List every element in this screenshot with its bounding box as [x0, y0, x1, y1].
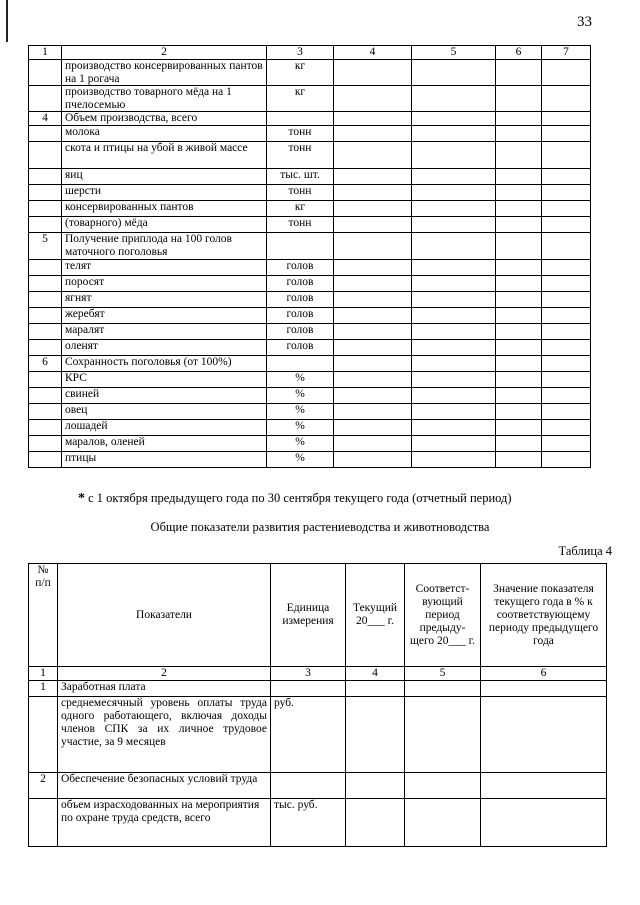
value-cell	[412, 276, 496, 292]
unit	[271, 681, 346, 697]
value-cell	[334, 185, 412, 201]
value-cell	[481, 773, 607, 799]
unit	[271, 773, 346, 799]
value-cell	[496, 126, 542, 142]
col-number: 1	[29, 46, 62, 60]
unit	[267, 356, 334, 372]
value-cell	[412, 233, 496, 260]
table-row	[29, 86, 591, 112]
table-row	[29, 169, 591, 185]
unit: голов	[267, 308, 334, 324]
value-cell	[346, 799, 405, 847]
value-cell	[412, 388, 496, 404]
table-row	[29, 420, 591, 436]
value-cell	[496, 142, 542, 169]
table-row	[29, 292, 591, 308]
row-number: 4	[29, 112, 62, 126]
header-indicators: Показатели	[58, 564, 271, 667]
value-cell	[334, 169, 412, 185]
row-number	[29, 260, 62, 276]
value-cell	[496, 233, 542, 260]
table-row	[29, 436, 591, 452]
indicator-name: Обеспечение безопасных условий труда	[58, 773, 271, 799]
value-cell	[334, 436, 412, 452]
general-indicators-table	[28, 563, 607, 847]
value-cell	[405, 681, 481, 697]
row-number	[29, 420, 62, 436]
value-cell	[496, 452, 542, 468]
value-cell	[412, 217, 496, 233]
footnote-mark: *	[78, 491, 85, 506]
unit: голов	[267, 260, 334, 276]
value-cell	[542, 260, 591, 276]
indicator-name: производство консервированных пантов на 1 рогача	[62, 60, 267, 86]
indicator-name: Заработная плата	[58, 681, 271, 697]
indicator-name: оленят	[62, 340, 267, 356]
row-number	[29, 324, 62, 340]
col-number: 2	[62, 46, 267, 60]
unit: тонн	[267, 185, 334, 201]
value-cell	[334, 86, 412, 112]
footnote	[78, 491, 512, 507]
value-cell	[542, 404, 591, 420]
row-number	[29, 217, 62, 233]
col-number: 6	[496, 46, 542, 60]
row-number	[29, 276, 62, 292]
indicator-name: производство товарного мёда на 1 пчелосемью	[62, 86, 267, 112]
col-number: 5	[412, 46, 496, 60]
value-cell	[334, 201, 412, 217]
row-number	[29, 185, 62, 201]
unit: голов	[267, 340, 334, 356]
value-cell	[334, 308, 412, 324]
row-number	[29, 697, 58, 773]
value-cell	[334, 324, 412, 340]
value-cell	[496, 260, 542, 276]
row-number: 2	[29, 773, 58, 799]
value-cell	[542, 112, 591, 126]
table-header-row	[29, 46, 591, 60]
value-cell	[496, 217, 542, 233]
unit: тонн	[267, 142, 334, 169]
value-cell	[496, 372, 542, 388]
table-row	[29, 260, 591, 276]
table-row	[29, 126, 591, 142]
value-cell	[542, 388, 591, 404]
indicator-name: маралов, оленей	[62, 436, 267, 452]
row-number: 6	[29, 356, 62, 372]
value-cell	[542, 276, 591, 292]
value-cell	[334, 292, 412, 308]
value-cell	[334, 276, 412, 292]
value-cell	[346, 773, 405, 799]
value-cell	[542, 356, 591, 372]
table-row	[29, 276, 591, 292]
indicator-name: КРС	[62, 372, 267, 388]
header-current: Текущий 20___ г.	[346, 564, 405, 667]
value-cell	[412, 86, 496, 112]
value-cell	[496, 420, 542, 436]
unit: %	[267, 404, 334, 420]
value-cell	[412, 340, 496, 356]
value-cell	[334, 142, 412, 169]
table-row	[29, 388, 591, 404]
value-cell	[412, 292, 496, 308]
indicator-name: жеребят	[62, 308, 267, 324]
row-number: 5	[29, 233, 62, 260]
unit: голов	[267, 276, 334, 292]
value-cell	[412, 185, 496, 201]
value-cell	[334, 112, 412, 126]
value-cell	[496, 112, 542, 126]
indicator-name: птицы	[62, 452, 267, 468]
row-number	[29, 436, 62, 452]
value-cell	[496, 308, 542, 324]
unit: тонн	[267, 126, 334, 142]
col-number: 4	[334, 46, 412, 60]
value-cell	[334, 260, 412, 276]
row-number	[29, 388, 62, 404]
margin-line	[6, 0, 8, 42]
table-row	[29, 185, 591, 201]
value-cell	[405, 773, 481, 799]
value-cell	[412, 420, 496, 436]
value-cell	[542, 436, 591, 452]
value-cell	[412, 60, 496, 86]
row-number	[29, 292, 62, 308]
value-cell	[542, 308, 591, 324]
header-value: Значение показателя текущего года в % к соответствующему периоду предыдущего года	[481, 564, 607, 667]
unit: %	[267, 420, 334, 436]
value-cell	[412, 356, 496, 372]
table-row	[29, 799, 607, 847]
unit: %	[267, 452, 334, 468]
value-cell	[334, 233, 412, 260]
row-number: 1	[29, 681, 58, 697]
table-row	[29, 308, 591, 324]
value-cell	[481, 681, 607, 697]
value-cell	[412, 169, 496, 185]
page-number: 33	[577, 14, 592, 30]
indicator-name: объем израсходованных на мероприятия по охране труда средств, всего	[58, 799, 271, 847]
row-number	[29, 60, 62, 86]
value-cell	[412, 260, 496, 276]
value-cell	[334, 217, 412, 233]
row-number	[29, 126, 62, 142]
value-cell	[542, 169, 591, 185]
value-cell	[542, 126, 591, 142]
table-row	[29, 356, 591, 372]
table-row	[29, 324, 591, 340]
value-cell	[542, 420, 591, 436]
value-cell	[334, 340, 412, 356]
col-number: 4	[346, 667, 405, 681]
value-cell	[412, 112, 496, 126]
value-cell	[412, 324, 496, 340]
unit: кг	[267, 201, 334, 217]
unit: кг	[267, 60, 334, 86]
value-cell	[346, 697, 405, 773]
unit: %	[267, 436, 334, 452]
value-cell	[542, 324, 591, 340]
table-row	[29, 112, 591, 126]
value-cell	[334, 60, 412, 86]
value-cell	[496, 292, 542, 308]
column-numbers-row	[29, 667, 607, 681]
col-number: 3	[271, 667, 346, 681]
section-heading: Общие показатели развития растениеводства и животноводства	[150, 520, 490, 534]
row-number	[29, 142, 62, 169]
unit: голов	[267, 292, 334, 308]
indicator-name: (товарного) мёда	[62, 217, 267, 233]
value-cell	[542, 233, 591, 260]
table-row	[29, 217, 591, 233]
value-cell	[334, 356, 412, 372]
indicator-name: скота и птицы на убой в живой массе	[62, 142, 267, 169]
value-cell	[496, 169, 542, 185]
row-number	[29, 452, 62, 468]
col-number: 2	[58, 667, 271, 681]
value-cell	[334, 372, 412, 388]
footnote-text: с 1 октября предыдущего года по 30 сентября текущего года (отчетный период)	[88, 491, 512, 505]
indicator-name: маралят	[62, 324, 267, 340]
value-cell	[542, 201, 591, 217]
indicator-name: среднемесячный уровень оплаты труда одного работающего, включая доходы членов СПК за их личное трудовое участие, за 9 месяцев	[58, 697, 271, 773]
unit: %	[267, 388, 334, 404]
value-cell	[412, 126, 496, 142]
table-header-row	[29, 564, 607, 667]
table-row	[29, 340, 591, 356]
value-cell	[412, 201, 496, 217]
value-cell	[496, 388, 542, 404]
indicator-name: Объем производства, всего	[62, 112, 267, 126]
table-row	[29, 697, 607, 773]
value-cell	[412, 372, 496, 388]
table-row	[29, 233, 591, 260]
unit: голов	[267, 324, 334, 340]
value-cell	[481, 799, 607, 847]
unit: кг	[267, 86, 334, 112]
row-number	[29, 308, 62, 324]
value-cell	[334, 126, 412, 142]
value-cell	[496, 60, 542, 86]
value-cell	[542, 217, 591, 233]
value-cell	[542, 372, 591, 388]
value-cell	[412, 308, 496, 324]
table-row	[29, 372, 591, 388]
value-cell	[496, 185, 542, 201]
value-cell	[496, 404, 542, 420]
unit	[267, 233, 334, 260]
value-cell	[542, 292, 591, 308]
row-number	[29, 340, 62, 356]
row-number	[29, 169, 62, 185]
value-cell	[481, 697, 607, 773]
value-cell	[542, 60, 591, 86]
unit: тыс. руб.	[271, 799, 346, 847]
unit	[267, 112, 334, 126]
table-row	[29, 681, 607, 697]
indicator-name: телят	[62, 260, 267, 276]
value-cell	[542, 142, 591, 169]
indicator-name: поросят	[62, 276, 267, 292]
table-row	[29, 201, 591, 217]
table-row	[29, 404, 591, 420]
table-label: Таблица 4	[558, 544, 612, 558]
unit: тонн	[267, 217, 334, 233]
value-cell	[496, 356, 542, 372]
header-previous: Соответст-вующий период предыду-щего 20___ г.	[405, 564, 481, 667]
value-cell	[405, 697, 481, 773]
col-number: 5	[405, 667, 481, 681]
col-number: 6	[481, 667, 607, 681]
value-cell	[412, 404, 496, 420]
value-cell	[542, 86, 591, 112]
value-cell	[412, 142, 496, 169]
value-cell	[334, 452, 412, 468]
indicator-name: Получение приплода на 100 голов маточного поголовья	[62, 233, 267, 260]
value-cell	[405, 799, 481, 847]
indicator-name: лошадей	[62, 420, 267, 436]
unit: руб.	[271, 697, 346, 773]
indicator-name: свиней	[62, 388, 267, 404]
header-num: № п/п	[29, 564, 58, 667]
value-cell	[496, 340, 542, 356]
col-number: 7	[542, 46, 591, 60]
livestock-indicators-table	[28, 45, 591, 468]
row-number	[29, 799, 58, 847]
unit: тыс. шт.	[267, 169, 334, 185]
value-cell	[496, 86, 542, 112]
value-cell	[542, 340, 591, 356]
table-row	[29, 142, 591, 169]
header-unit: Единица измерения	[271, 564, 346, 667]
indicator-name: яиц	[62, 169, 267, 185]
table-row	[29, 773, 607, 799]
value-cell	[496, 201, 542, 217]
value-cell	[542, 452, 591, 468]
value-cell	[334, 388, 412, 404]
indicator-name: ягнят	[62, 292, 267, 308]
col-number: 3	[267, 46, 334, 60]
value-cell	[542, 185, 591, 201]
row-number	[29, 372, 62, 388]
indicator-name: овец	[62, 404, 267, 420]
indicator-name: Сохранность поголовья (от 100%)	[62, 356, 267, 372]
value-cell	[496, 436, 542, 452]
row-number	[29, 404, 62, 420]
table-row	[29, 452, 591, 468]
col-number: 1	[29, 667, 58, 681]
value-cell	[346, 681, 405, 697]
indicator-name: молока	[62, 126, 267, 142]
indicator-name: шерсти	[62, 185, 267, 201]
value-cell	[496, 276, 542, 292]
indicator-name: консервированных пантов	[62, 201, 267, 217]
value-cell	[496, 324, 542, 340]
value-cell	[334, 420, 412, 436]
row-number	[29, 201, 62, 217]
value-cell	[412, 452, 496, 468]
row-number	[29, 86, 62, 112]
value-cell	[412, 436, 496, 452]
value-cell	[334, 404, 412, 420]
unit: %	[267, 372, 334, 388]
table-row	[29, 60, 591, 86]
